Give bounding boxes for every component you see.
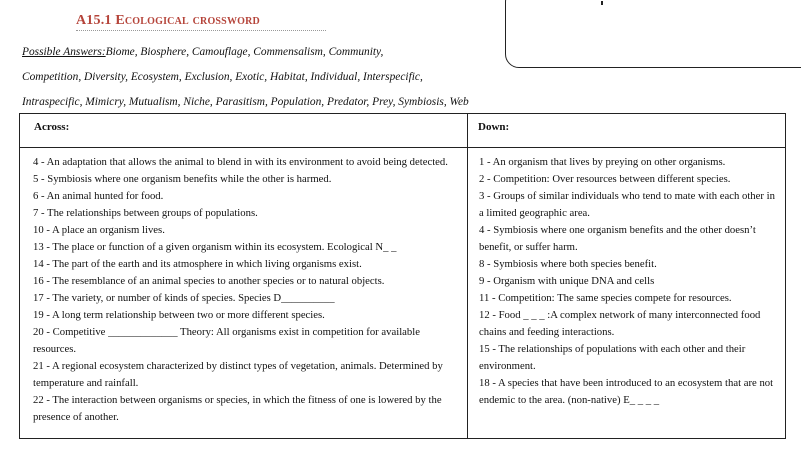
across-clue: 7 - The relationships between groups of populations.: [33, 207, 258, 219]
down-clue: 1 - An organism that lives by preying on other organisms.: [479, 156, 726, 168]
down-clue: 11 - Competition: The same species compete for resources.: [479, 292, 732, 304]
across-clue: 14 - The part of the earth and its atmosphere in which living organisms exist.: [33, 258, 362, 270]
answers-line-3: Intraspecific, Mimicry, Mutualism, Niche, Parasitism, Population, Predator, Prey, Symbiosis, Web: [22, 96, 469, 108]
down-header: Down:: [468, 114, 786, 148]
across-clue: 6 - An animal hunted for food.: [33, 190, 164, 202]
answers-line-1: [22, 40, 582, 65]
down-clue: 2 - Competition: Over resources between different species.: [479, 173, 731, 185]
down-clues: [468, 148, 786, 439]
down-clue: 4 - Symbiosis where one organism benefits and the other doesn’t benefit, or suffer harm.: [479, 224, 756, 253]
possible-answers: [22, 40, 582, 115]
down-clue: 9 - Organism with unique DNA and cells: [479, 275, 655, 287]
down-clue: 12 - Food _ _ _ :A complex network of many interconnected food chains and feeding interactions.: [479, 309, 761, 338]
down-clue: 15 - The relationships of populations with each other and their environment.: [479, 343, 746, 372]
header-row: [20, 114, 786, 148]
title-name: Ecological crossword: [115, 13, 260, 28]
worksheet-title: [76, 13, 260, 29]
box-mark: [601, 1, 603, 5]
title-code: A15.1: [76, 13, 112, 28]
across-clue: 16 - The resemblance of an animal species to another species or to natural objects.: [33, 275, 385, 287]
across-clue: 22 - The interaction between organisms or species, in which the fitness of one is lowered by the presence of another.: [33, 394, 442, 423]
title-underline: [76, 30, 326, 31]
answers-line-2: Competition, Diversity, Ecosystem, Exclusion, Exotic, Habitat, Individual, Interspecific,: [22, 71, 423, 83]
across-clue: 19 - A long term relationship between two or more different species.: [33, 309, 325, 321]
across-header: Across:: [20, 114, 468, 148]
across-clue: 13 - The place or function of a given organism within its ecosystem. Ecological N_ _: [33, 241, 397, 253]
answers-label: Possible Answers:: [22, 46, 106, 58]
across-clue: 5 - Symbiosis where one organism benefits while the other is harmed.: [33, 173, 332, 185]
clue-table: [19, 113, 786, 439]
across-clue: 4 - An adaptation that allows the animal to blend in with its environment to avoid being detected.: [33, 156, 448, 168]
across-clue: 21 - A regional ecosystem characterized by distinct types of vegetation, animals. Determined by temperature and rainfall.: [33, 360, 443, 389]
down-clue: 8 - Symbiosis where both species benefit.: [479, 258, 657, 270]
down-clue: 18 - A species that have been introduced to an ecosystem that are not endemic to the area. (non-native) E_ _ _ _: [479, 377, 774, 406]
down-clue: 3 - Groups of similar individuals who tend to mate with each other in a limited geographic area.: [479, 190, 775, 219]
answers-text-1: Biome, Biosphere, Camouflage, Commensalism, Community,: [105, 46, 384, 58]
across-clues: [20, 148, 468, 439]
clues-row: [20, 148, 786, 439]
across-clue: 17 - The variety, or number of kinds of species. Species D__________: [33, 292, 335, 304]
across-clue: 10 - A place an organism lives.: [33, 224, 165, 236]
across-clue: 20 - Competitive _____________ Theory: All organisms exist in competition for available resources.: [33, 326, 420, 355]
